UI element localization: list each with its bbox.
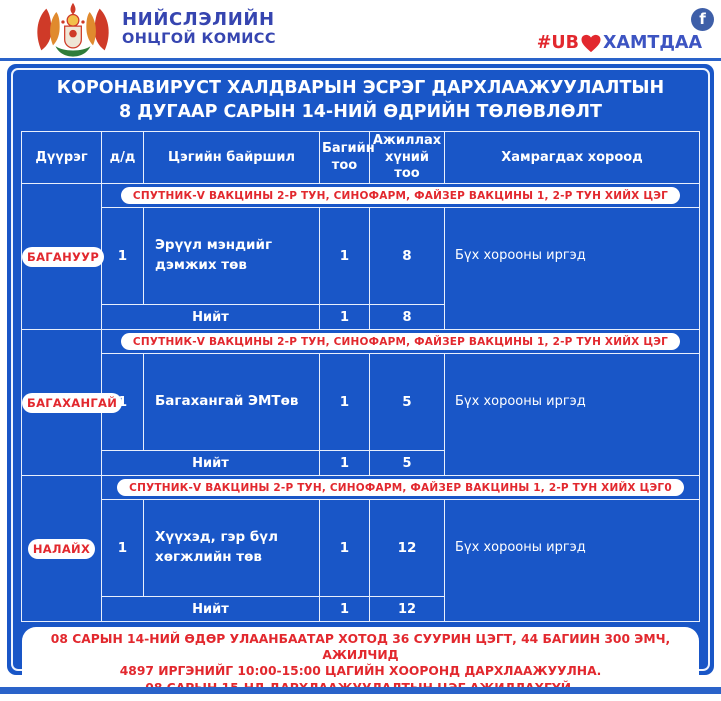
notice-line1: 08 САРЫН 14-НИЙ ӨДӨР УЛААНБААТАР ХОТОД 36 СУУРИН ЦЭГТ, 44 БАГИИН 300 ЭМЧ, АЖИЛЧИД (50, 632, 671, 663)
vaccine-type-banner: СПУТНИК-V ВАКЦИНЫ 2-Р ТУН, СИНОФАРМ, ФАЙЗЕР ВАКЦИНЫ 1, 2-Р ТУН ХИЙХ ЦЭГ (121, 187, 680, 204)
cell-number: 1 (102, 500, 144, 597)
total-teams: 1 (320, 305, 370, 330)
cell-khoroos: Бүх хорооны иргэд (445, 354, 700, 476)
poster-title-line1: КОРОНАВИРУСТ ХАЛДВАРЫН ЭСРЭГ ДАРХЛААЖУУЛАЛТЫН (56, 78, 665, 98)
vaccine-type-banner: СПУТНИК-V ВАКЦИНЫ 2-Р ТУН, СИНОФАРМ, ФАЙЗЕР ВАКЦИНЫ 1, 2-Р ТУН ХИЙХ ЦЭГ (121, 333, 680, 350)
section3-banner-row (22, 476, 700, 500)
header-divider (0, 58, 721, 61)
section2-banner-row (22, 330, 700, 354)
poster-title (21, 77, 700, 124)
notice-line2: 4897 ИРГЭНИЙГ 10:00-15:00 ЦАГИЙН ХООРОНД ДАРХЛААЖУУЛНА. (119, 664, 602, 679)
total-label: Нийт (102, 597, 320, 622)
section1-banner-cell (102, 184, 700, 208)
facebook-icon[interactable]: f (691, 8, 714, 31)
total-workers: 12 (370, 597, 445, 622)
org-name-line2: ОНЦГОЙ КОМИСС (122, 30, 276, 47)
site-header (0, 0, 721, 58)
district-badge: НАЛАЙХ (28, 539, 95, 559)
total-teams: 1 (320, 451, 370, 476)
cell-workers: 12 (370, 500, 445, 597)
total-workers: 8 (370, 305, 445, 330)
section2-data-row (22, 354, 700, 451)
cell-location: Эрүүл мэндийг дэмжих төв (144, 208, 320, 305)
vaccination-table (21, 131, 700, 622)
section1-banner-row (22, 184, 700, 208)
cell-khoroos: Бүх хорооны иргэд (445, 208, 700, 330)
heart-icon (580, 34, 602, 53)
bottom-divider-bar (0, 687, 721, 694)
col-header-number: д/д (102, 132, 144, 184)
section3-data-row (22, 500, 700, 597)
district-badge: БАГАХАНГАЙ (22, 393, 122, 413)
section2-banner-cell (102, 330, 700, 354)
section3-banner-cell (102, 476, 700, 500)
cell-number: 1 (102, 208, 144, 305)
hashtag-slogan (537, 33, 702, 53)
cell-teams: 1 (320, 500, 370, 597)
col-header-district: Дүүрэг (22, 132, 102, 184)
total-workers: 5 (370, 451, 445, 476)
col-header-workers: Ажиллах хүний тоо (370, 132, 445, 184)
col-header-location: Цэгийн байршил (144, 132, 320, 184)
cell-location: Багахангай ЭМТөв (144, 354, 320, 451)
section1-district-cell (22, 184, 102, 330)
table-header-row (22, 132, 700, 184)
cell-teams: 1 (320, 354, 370, 451)
poster-card (7, 64, 714, 679)
cell-location: Хүүхэд, гэр бүл хөгжлийн төв (144, 500, 320, 597)
cell-teams: 1 (320, 208, 370, 305)
total-label: Нийт (102, 305, 320, 330)
total-label: Нийт (102, 451, 320, 476)
cell-number: 1 (102, 354, 144, 451)
cell-workers: 5 (370, 354, 445, 451)
col-header-khoroos: Хамрагдах хороод (445, 132, 700, 184)
org-name (122, 10, 276, 47)
poster-title-line2: 8 ДУГААР САРЫН 14-НИЙ ӨДРИЙН ТӨЛӨВЛӨЛТ (118, 101, 602, 122)
cell-khoroos: Бүх хорооны иргэд (445, 500, 700, 622)
section2-district-cell (22, 330, 118, 476)
org-name-line1: НИЙСЛЭЛИЙН (122, 9, 275, 30)
section1-data-row (22, 208, 700, 305)
hashtag-suffix: ХАМТДАА (602, 33, 702, 53)
total-teams: 1 (320, 597, 370, 622)
col-header-teams: Багийн тоо (320, 132, 370, 184)
district-badge: БАГАНУУР (22, 247, 104, 267)
vaccine-type-banner: СПУТНИК-V ВАКЦИНЫ 2-Р ТУН, СИНОФАРМ, ФАЙЗЕР ВАКЦИНЫ 1, 2-Р ТУН ХИЙХ ЦЭГ0 (117, 479, 684, 496)
hashtag-prefix: #UB (536, 33, 579, 53)
section3-district-cell (22, 476, 102, 622)
ulaanbaatar-emblem-icon (30, 2, 116, 57)
cell-workers: 8 (370, 208, 445, 305)
